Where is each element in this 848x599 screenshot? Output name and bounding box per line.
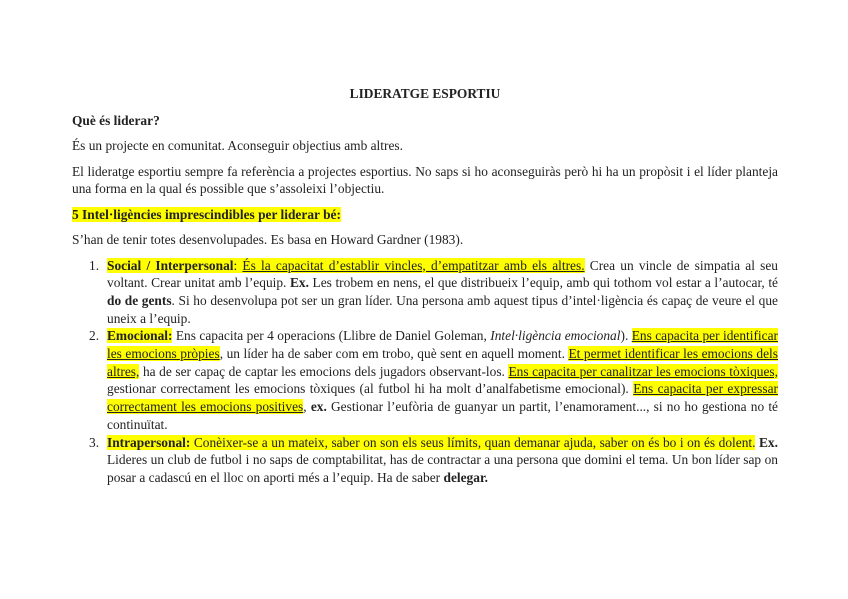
section-heading-text: 5 Intel·ligències imprescindibles per liderar bé: <box>72 206 341 222</box>
text-run: Gestionar l’eufòria de guanyar un partit, l’enamorament..., si no ho gestiona no té continuïtat. <box>107 399 779 432</box>
text-run: ha de ser capaç de captar les emocions dels jugadors observant-los. <box>139 363 509 379</box>
text-run: Ens capacita per identificar les emocions pròpies <box>107 328 778 362</box>
list-item <box>72 434 778 487</box>
text-run: delegar. <box>443 469 489 485</box>
paragraph-sports-leadership: El lideratge esportiu sempre fa referència a projectes esportius. No saps si ho aconseguiràs però hi ha un propòsit i el líder planteja una forma en la qual és possible que s’assoleixi l’objectiu. <box>72 163 778 196</box>
paragraph-definition: És un projecte en comunitat. Aconseguir objectius amb altres. <box>72 138 403 153</box>
document-title: LIDERATGE ESPORTIU <box>349 86 501 101</box>
text-run: Ens capacita per expressar correctament les emocions positives <box>107 381 778 415</box>
text-run: Et permet identificar les emocions dels altres, <box>107 346 778 379</box>
text-run: Social / Interpersonal <box>107 257 234 273</box>
paragraph-gardner: S’han de tenir totes desenvolupades. Es basa en Howard Gardner (1983). <box>72 232 464 247</box>
list-item <box>72 257 778 328</box>
question-heading: Què és liderar? <box>72 112 160 128</box>
text-run: Emocional: <box>107 328 173 344</box>
list-item <box>72 327 778 433</box>
text-run: Les trobem en nens, el que distribueix l’equip, amb qui tothom vol estar a l’autocar, té <box>308 275 779 291</box>
list-number: 1. <box>89 257 100 273</box>
text-run: Conèixer-se a un mateix, saber on son els seus límits, quan demanar ajuda, saber on és bo i on és dolent. <box>190 434 756 450</box>
text-run: ex. <box>310 399 327 415</box>
text-run: do de gents <box>107 292 172 308</box>
text-run: : <box>233 257 243 273</box>
document-page <box>72 85 778 487</box>
text-run: , <box>303 399 311 415</box>
text-run: Ens capacita per 4 operacions (Llibre de Daniel Goleman, <box>172 328 491 344</box>
text-run: Lideres un club de futbol i no saps de comptabilitat, has de contractar a una persona que domini el tema. Un bon líder sap on posar a cadascú en el lloc on aporti més a l’equip. Ha de saber <box>107 452 778 485</box>
section-heading <box>72 206 778 224</box>
text-run: Ex. <box>289 275 309 291</box>
text-run: ). <box>620 328 632 344</box>
text-run: Ens capacita per canalitzar les emocions tòxiques, <box>508 363 778 379</box>
text-run: Intrapersonal: <box>107 434 191 450</box>
text-run: Intel·ligència emocional <box>490 328 621 344</box>
text-run: Crea un vincle de simpatia al seu voltant. Crear unitat amb l’equip. <box>107 257 778 291</box>
list-number: 3. <box>89 434 100 450</box>
text-run: Ex. <box>759 434 778 450</box>
text-run: És la capacitat d’establir vincles, d’empatitzar amb els altres. <box>242 257 585 273</box>
list-number: 2. <box>89 328 100 344</box>
text-run: gestionar correctament les emocions tòxiques (al futbol hi ha molt d’analfabetisme emocional). <box>107 381 634 397</box>
intelligences-list <box>72 257 778 487</box>
text-run: , un líder ha de saber com em trobo, què sent en aquell moment. <box>219 346 569 362</box>
text-run: . Si ho desenvolupa pot ser un gran líder. Una persona amb aquest tipus d’intel·ligència és capaç de veure el que uneix a l’equip. <box>107 292 778 326</box>
